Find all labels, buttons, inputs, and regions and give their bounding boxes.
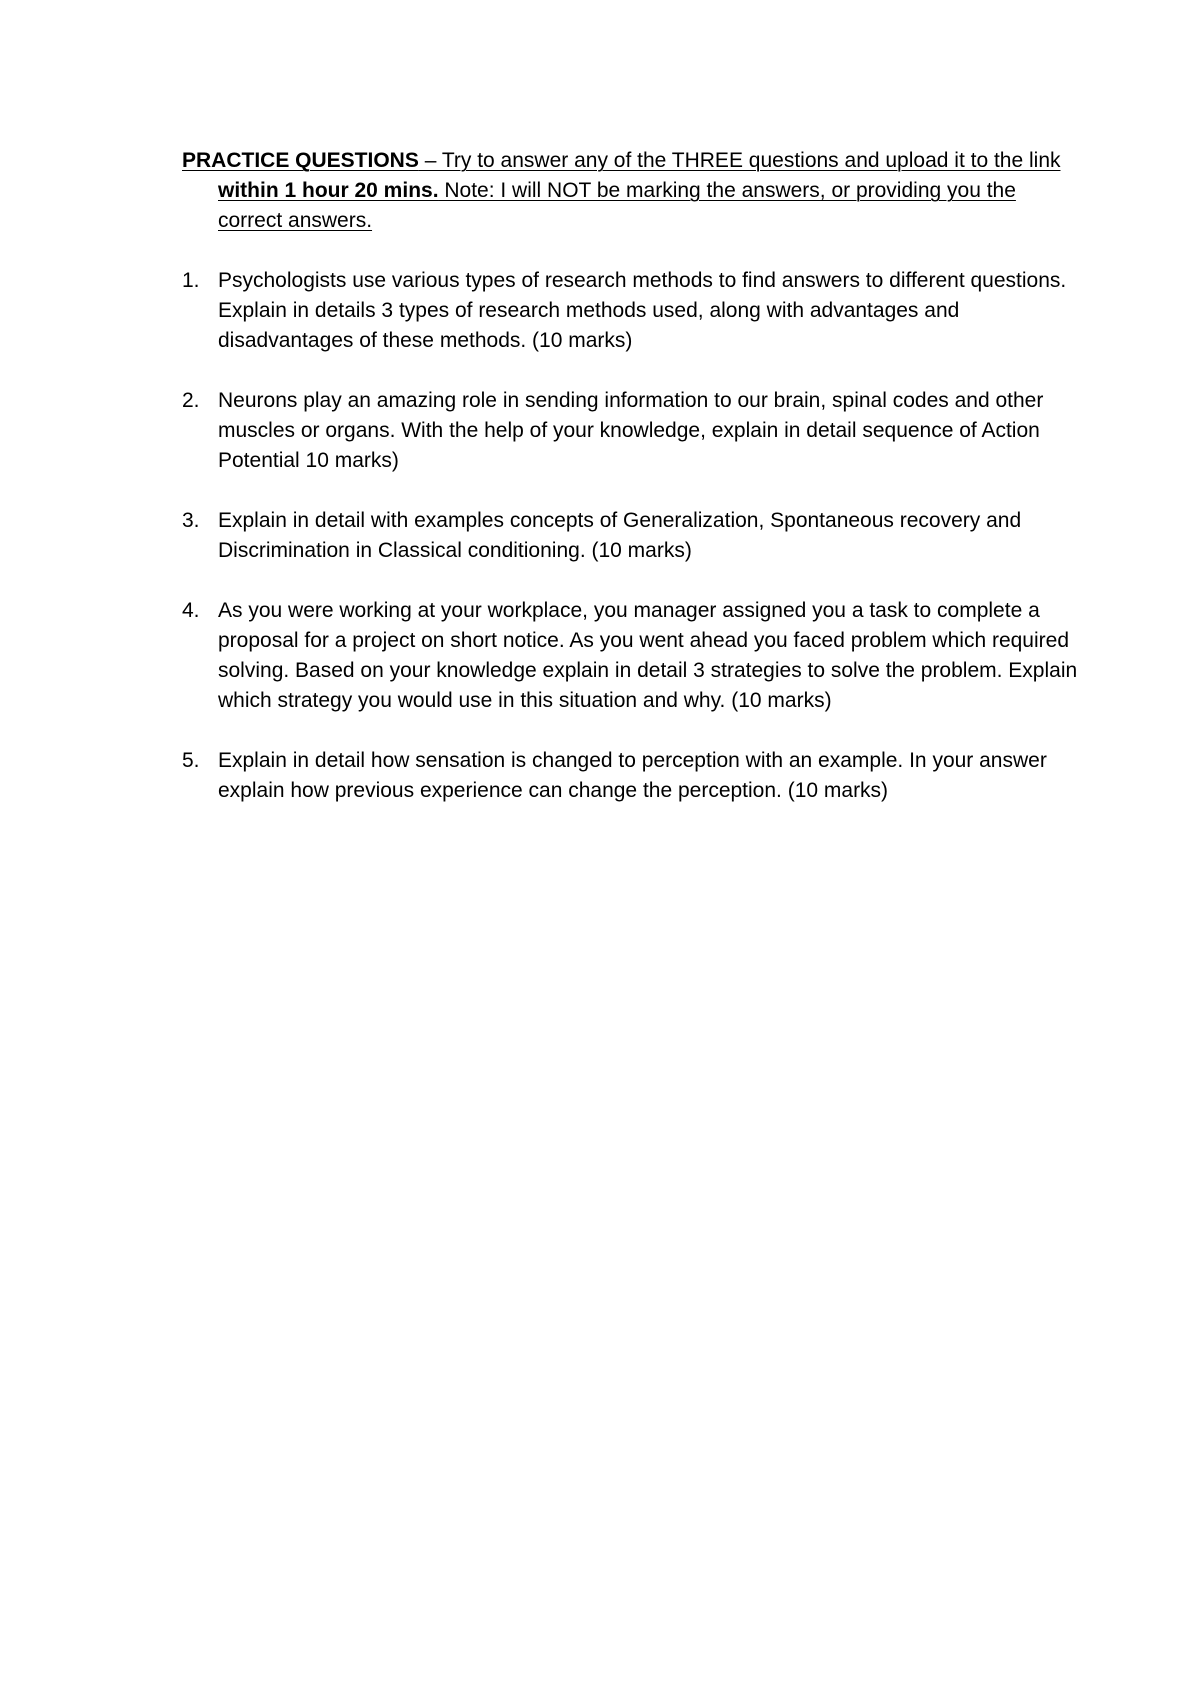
- instructions-note: Note: I will NOT be marking the answers, or providing you the correct answers.: [218, 179, 1016, 232]
- question-item: [182, 506, 1082, 566]
- question-text: Neurons play an amazing role in sending information to our brain, spinal codes and other muscles or organs. With the help of your knowledge, explain in detail sequence of Action Potential 10 marks): [218, 389, 1044, 472]
- question-number: 5.: [182, 749, 200, 772]
- question-item: [182, 746, 1082, 806]
- instructions-text: – Try to answer any of the THREE questions and upload it to the link: [418, 149, 1061, 172]
- question-list: [182, 266, 1082, 806]
- document-content: [182, 146, 1082, 836]
- question-item: [182, 596, 1082, 716]
- question-item: [182, 386, 1082, 476]
- question-text: Explain in detail with examples concepts of Generalization, Spontaneous recovery and Discrimination in Classical conditioning. (10 marks): [218, 509, 1022, 562]
- question-number: 2.: [182, 389, 200, 412]
- instructions-time-limit: within 1 hour 20 mins.: [218, 179, 439, 202]
- practice-instructions: [182, 146, 1082, 236]
- question-number: 1.: [182, 269, 200, 292]
- question-number: 3.: [182, 509, 200, 532]
- question-number: 4.: [182, 599, 200, 622]
- question-text: Psychologists use various types of research methods to find answers to different questions. Explain in details 3 types of research methods used, along with advantages and disadvantages of these methods. (10 marks): [218, 269, 1067, 352]
- instructions-heading: PRACTICE QUESTIONS: [182, 149, 419, 172]
- question-text: As you were working at your workplace, you manager assigned you a task to complete a proposal for a project on short notice. As you went ahead you faced problem which required solving. Based on your knowledge explain in detail 3 strategies to solve the problem. Explain which strategy you would use in this situation and why. (10 marks): [218, 599, 1078, 712]
- question-item: [182, 266, 1082, 356]
- question-text: Explain in detail how sensation is changed to perception with an example. In your answer explain how previous experience can change the perception. (10 marks): [218, 749, 1047, 802]
